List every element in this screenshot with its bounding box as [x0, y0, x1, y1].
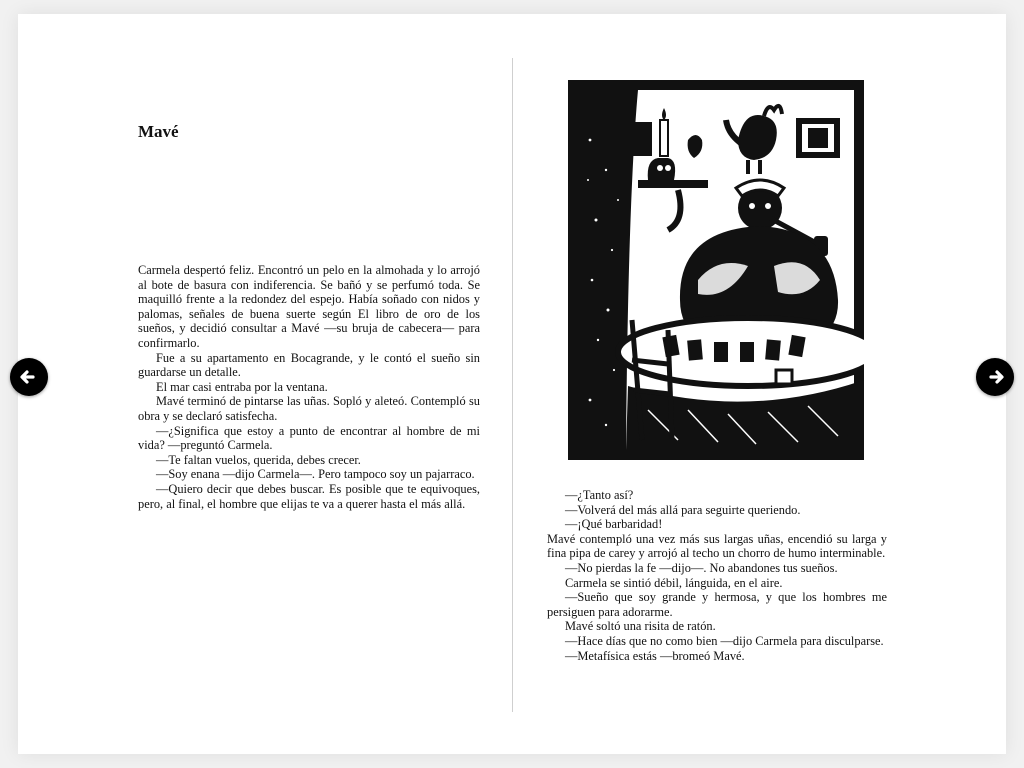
next-page-button[interactable] — [976, 358, 1014, 396]
arrow-left-icon — [10, 358, 48, 396]
paragraph: —Metafísica estás —bromeó Mavé. — [565, 648, 745, 663]
paragraph: —No pierdas la fe —dijo—. No abandones tus sueños. — [565, 560, 838, 575]
paragraph: —Sueño que soy grande y hermosa, y que los hombres me persiguen para adorarme. — [547, 590, 887, 619]
previous-page-button[interactable] — [10, 358, 48, 396]
woodcut-illustration — [568, 80, 864, 460]
paragraph: —¡Qué barbaridad! — [565, 517, 663, 532]
paragraph: El mar casi entraba por la ventana. — [156, 379, 328, 394]
paragraph: Mavé soltó una risita de ratón. — [565, 619, 716, 634]
right-page-text — [547, 488, 887, 663]
left-page-text — [138, 263, 480, 511]
paragraph: Carmela despertó feliz. Encontró un pelo en la almohada y lo arrojó al bote de basura con indiferencia. Se bañó y se perfumó toda. Se maquilló frente a la redondez del espejo. Había soñado con nidos y palomas, señales de buena suerte según El libro de oro de los sueños, y decidió consultar a Mavé —su bruja de cabecera— para confirmarlo. — [138, 263, 480, 350]
paragraph: —Hace días que no como bien —dijo Carmela para disculparse. — [565, 633, 884, 648]
paragraph: —Volverá del más allá para seguirte queriendo. — [565, 502, 801, 517]
paragraph: Fue a su apartamento en Bocagrande, y le contó el sueño sin guardarse un detalle. — [138, 350, 480, 380]
page-gutter — [512, 58, 513, 712]
paragraph: Mavé contempló una vez más sus largas uñas, encendió su larga y fina pipa de carey y arrojó al techo un chorro de humo interminable. — [547, 531, 887, 561]
paragraph: —¿Significa que estoy a punto de encontrar al hombre de mi vida? —preguntó Carmela. — [138, 423, 480, 453]
paragraph: —Quiero decir que debes buscar. Es posible que te equivoques, pero, al final, el hombre que elijas te va a querer hasta el más allá. — [138, 481, 480, 511]
paragraph: —¿Tanto así? — [565, 488, 634, 502]
paragraph: —Te faltan vuelos, querida, debes crecer. — [156, 452, 361, 467]
paragraph: —Soy enana —dijo Carmela—. Pero tampoco soy un pajarraco. — [156, 467, 475, 482]
arrow-right-icon — [976, 358, 1014, 396]
paragraph: Carmela se sintió débil, lánguida, en el aire. — [565, 575, 783, 590]
book-spread — [18, 14, 1006, 754]
paragraph: Mavé terminó de pintarse las uñas. Sopló y aleteó. Contempló su obra y se declaró satisfecha. — [138, 394, 480, 423]
chapter-title: Mavé — [138, 122, 179, 141]
